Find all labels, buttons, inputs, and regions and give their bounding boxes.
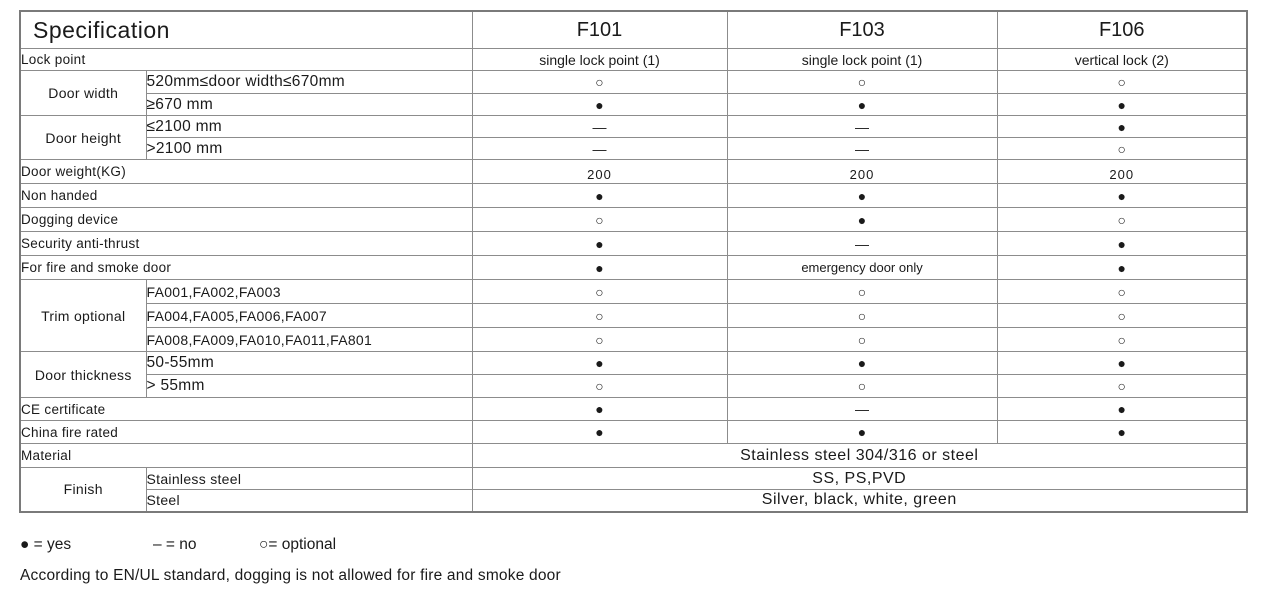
cell-value: ○ bbox=[997, 328, 1247, 352]
cell-value: — bbox=[472, 116, 727, 138]
row-door-height-1 bbox=[20, 116, 1247, 138]
row-sublabel: FA004,FA005,FA006,FA007 bbox=[146, 304, 472, 328]
header-row bbox=[20, 11, 1247, 49]
row-group-label: Finish bbox=[20, 468, 146, 512]
cell-value: ○ bbox=[727, 375, 997, 398]
cell-value: ○ bbox=[472, 304, 727, 328]
row-lock-point bbox=[20, 49, 1247, 71]
row-label: CE certificate bbox=[20, 398, 472, 421]
row-sublabel: ≥670 mm bbox=[146, 94, 472, 116]
legend-yes: ● = yes bbox=[20, 536, 72, 553]
cell-value: ○ bbox=[472, 208, 727, 232]
cell-value: 200 bbox=[472, 163, 727, 187]
row-thickness-1 bbox=[20, 352, 1247, 375]
cell-value: ○ bbox=[997, 304, 1247, 328]
footnote: According to EN/UL standard, dogging is not allowed for fire and smoke door bbox=[20, 567, 561, 584]
cell-value: ○ bbox=[997, 71, 1247, 94]
cell-value: ● bbox=[472, 421, 727, 444]
model-header-f101: F101 bbox=[472, 11, 727, 49]
row-sublabel: > 55mm bbox=[146, 375, 472, 398]
cell-value: ○ bbox=[727, 280, 997, 304]
model-header-f103: F103 bbox=[727, 11, 997, 49]
cell-value: ● bbox=[997, 256, 1247, 280]
cell-value: — bbox=[727, 138, 997, 160]
cell-value: ● bbox=[727, 208, 997, 232]
cell-value: ○ bbox=[727, 328, 997, 352]
cell-value: — bbox=[472, 138, 727, 160]
cell-value: SS, PS,PVD bbox=[472, 468, 1247, 490]
cell-value: ○ bbox=[997, 375, 1247, 398]
cell-value: ● bbox=[997, 116, 1247, 138]
row-sublabel: FA008,FA009,FA010,FA011,FA801 bbox=[146, 328, 472, 352]
row-sublabel: ≤2100 mm bbox=[146, 116, 472, 138]
cell-value: ● bbox=[472, 232, 727, 256]
row-sublabel: 520mm≤door width≤670mm bbox=[146, 71, 472, 94]
row-label: Dogging device bbox=[20, 208, 472, 232]
cell-value: ○ bbox=[472, 375, 727, 398]
cell-value: ● bbox=[997, 232, 1247, 256]
cell-value: ● bbox=[997, 398, 1247, 421]
row-label: Material bbox=[20, 444, 472, 468]
row-fire-smoke-door bbox=[20, 256, 1247, 280]
cell-value: ● bbox=[472, 398, 727, 421]
cell-value: 200 bbox=[997, 163, 1247, 187]
cell-value: ● bbox=[472, 352, 727, 375]
cell-value: ● bbox=[997, 94, 1247, 116]
cell-value: — bbox=[727, 398, 997, 421]
row-dogging-device bbox=[20, 208, 1247, 232]
row-sublabel: Steel bbox=[146, 490, 472, 512]
cell-value: single lock point (1) bbox=[727, 49, 997, 71]
cell-value: ● bbox=[727, 184, 997, 208]
cell-value: ○ bbox=[472, 280, 727, 304]
row-finish-1 bbox=[20, 468, 1247, 490]
row-label: For fire and smoke door bbox=[20, 256, 472, 280]
cell-value: vertical lock (2) bbox=[997, 49, 1247, 71]
cell-value: ● bbox=[727, 352, 997, 375]
row-sublabel: Stainless steel bbox=[146, 468, 472, 490]
cell-value: ● bbox=[727, 94, 997, 116]
row-label: Door weight(KG) bbox=[20, 160, 472, 184]
cell-value: ● bbox=[472, 184, 727, 208]
row-door-weight bbox=[20, 160, 1247, 184]
row-label: China fire rated bbox=[20, 421, 472, 444]
row-label: Lock point bbox=[20, 49, 472, 71]
row-door-width-1 bbox=[20, 71, 1247, 94]
cell-value: single lock point (1) bbox=[472, 49, 727, 71]
legend-optional: ○= optional bbox=[259, 536, 337, 553]
row-ce-certificate bbox=[20, 398, 1247, 421]
row-sublabel: 50-55mm bbox=[146, 352, 472, 375]
cell-value: ○ bbox=[727, 71, 997, 94]
row-door-height-2 bbox=[20, 138, 1247, 160]
cell-value: ● bbox=[997, 184, 1247, 208]
cell-value: ● bbox=[997, 421, 1247, 444]
row-sublabel: FA001,FA002,FA003 bbox=[146, 280, 472, 304]
row-group-label: Door width bbox=[20, 71, 146, 116]
cell-value: ● bbox=[997, 352, 1247, 375]
spec-header: Specification bbox=[20, 11, 472, 49]
row-trim-2 bbox=[20, 304, 1247, 328]
row-sublabel: >2100 mm bbox=[146, 138, 472, 160]
cell-value: ○ bbox=[727, 304, 997, 328]
row-door-width-2 bbox=[20, 94, 1247, 116]
cell-value: 200 bbox=[727, 163, 997, 187]
row-non-handed bbox=[20, 184, 1247, 208]
cell-value: emergency door only bbox=[727, 256, 997, 280]
row-label: Non handed bbox=[20, 184, 472, 208]
row-finish-2 bbox=[20, 490, 1247, 512]
cell-value: ○ bbox=[472, 328, 727, 352]
specification-table bbox=[19, 10, 1248, 513]
row-trim-3 bbox=[20, 328, 1247, 352]
cell-value: ● bbox=[472, 256, 727, 280]
row-china-fire-rated bbox=[20, 421, 1247, 444]
model-header-f106: F106 bbox=[997, 11, 1247, 49]
cell-value: ○ bbox=[997, 280, 1247, 304]
row-group-label: Trim optional bbox=[20, 280, 146, 352]
cell-value: ○ bbox=[997, 138, 1247, 160]
legend-no: – = no bbox=[153, 536, 197, 553]
row-material bbox=[20, 444, 1247, 468]
row-label: Security anti-thrust bbox=[20, 232, 472, 256]
row-group-label: Door height bbox=[20, 116, 146, 160]
cell-value: Stainless steel 304/316 or steel bbox=[472, 444, 1247, 468]
row-security-anti-thrust bbox=[20, 232, 1247, 256]
row-thickness-2 bbox=[20, 375, 1247, 398]
cell-value: — bbox=[727, 116, 997, 138]
cell-value: ● bbox=[472, 94, 727, 116]
cell-value: — bbox=[727, 232, 997, 256]
cell-value: Silver, black, white, green bbox=[472, 490, 1247, 512]
row-trim-1 bbox=[20, 280, 1247, 304]
cell-value: ● bbox=[727, 421, 997, 444]
cell-value: ○ bbox=[997, 208, 1247, 232]
row-group-label: Door thickness bbox=[20, 352, 146, 398]
cell-value: ○ bbox=[472, 71, 727, 94]
